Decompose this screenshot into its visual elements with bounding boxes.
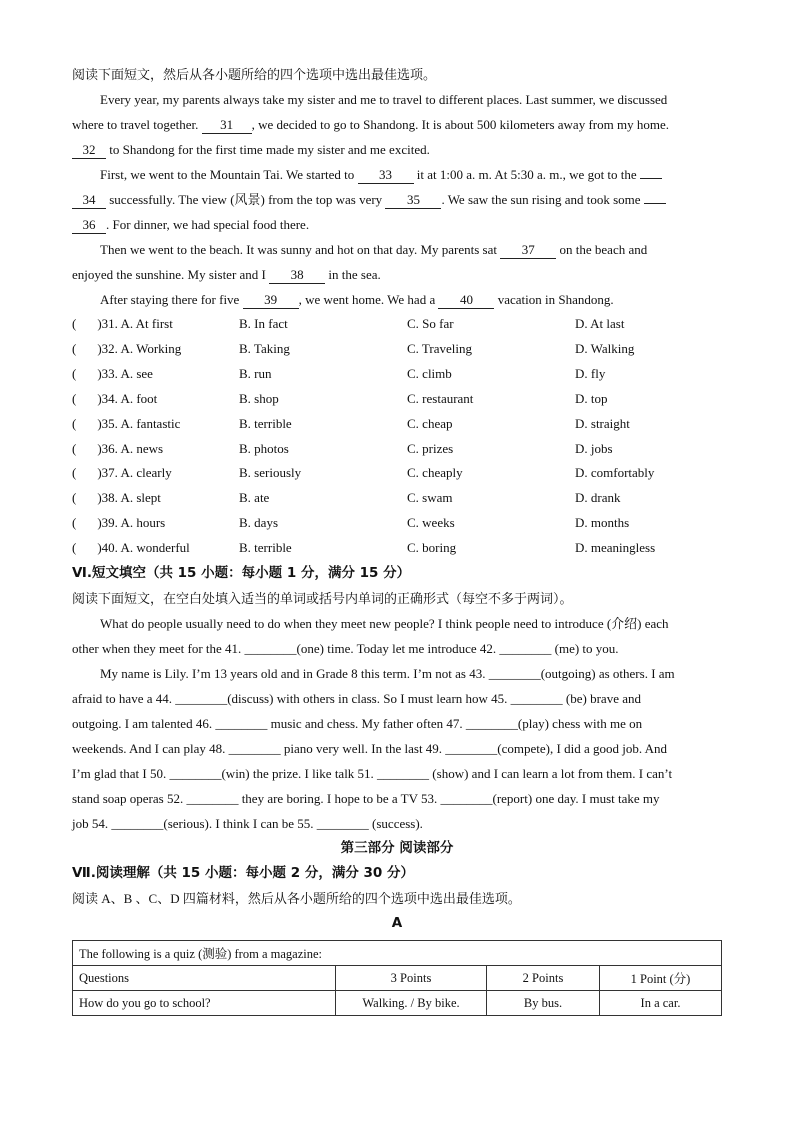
cloze-instruction: 阅读下面短文，然后从各小题所给的四个选项中选出最佳选项。	[72, 67, 437, 82]
blank-34-start	[640, 178, 662, 179]
option-d: D. straight	[575, 415, 630, 431]
passage-line	[72, 112, 722, 137]
question-row	[72, 337, 722, 362]
table-header: 3 Points	[336, 966, 487, 991]
option-c: C. cheaply	[407, 465, 463, 481]
answer-paren[interactable]: (	[72, 490, 77, 506]
blank-32[interactable]: 32	[72, 142, 106, 159]
answer-paren[interactable]: (	[72, 465, 77, 481]
option-b: B. seriously	[239, 465, 302, 481]
option-d: D. comfortably	[575, 465, 655, 481]
table-header-row	[73, 966, 722, 991]
question-row	[72, 412, 722, 437]
table-cell: Walking. / By bike.	[336, 991, 487, 1016]
section-instruction: 阅读 A、B 、C、D 四篇材料，然后从各小题所给的四个选项中选出最佳选项。	[72, 891, 521, 907]
option-d: D. meaningless	[575, 540, 656, 556]
option-c: C. climb	[407, 365, 452, 381]
passage-text: on the beach and	[556, 242, 648, 257]
question-row	[72, 536, 722, 561]
option-d: D. At last	[575, 316, 625, 331]
question-row	[72, 437, 722, 462]
passage-text: in the sea.	[325, 267, 381, 282]
option-b: B. days	[239, 515, 278, 531]
option-a: )33. A. see	[97, 365, 153, 381]
passage-line: afraid to have a 44. ________(discuss) with others in class. So I must learn how 45. ________ (be) brave and	[72, 691, 641, 707]
question-row	[72, 461, 722, 486]
section-instruction: 阅读下面短文，在空白处填入适当的单词或括号内单词的正确形式（每空不多于两词）。	[72, 591, 573, 607]
option-d: D. fly	[575, 365, 606, 381]
option-a: )31. A. At first	[97, 316, 173, 331]
option-b: B. shop	[239, 390, 279, 406]
passage-line: I’m glad that I 50. ________(win) the prize. I like talk 51. ________ (show) and I can learn a lot from them. I can’t	[72, 766, 673, 782]
passage-line	[72, 162, 722, 187]
answer-paren[interactable]: (	[72, 440, 77, 456]
option-a: )32. A. Working	[97, 340, 182, 356]
table-header: Questions	[73, 966, 336, 991]
answer-paren[interactable]: (	[72, 390, 77, 406]
option-b: B. terrible	[239, 415, 292, 431]
passage-line	[72, 262, 722, 287]
table-cell: In a car.	[600, 991, 722, 1016]
table-row	[73, 991, 722, 1016]
blank-37[interactable]: 37	[500, 242, 556, 259]
blank-36[interactable]: 36	[72, 217, 106, 234]
passage-line	[72, 137, 722, 162]
table-row	[73, 941, 722, 966]
table-caption: The following is a quiz (测验) from a magazine:	[73, 941, 722, 966]
passage-line	[72, 212, 722, 237]
option-c: C. swam	[407, 490, 453, 506]
passage-line	[72, 237, 722, 262]
option-b: B. run	[239, 365, 272, 381]
section-heading-7: Ⅶ.阅读理解（共 15 小题：每小题 2 分，满分 30 分）	[72, 865, 415, 882]
passage-text: . We saw the sun rising and took some	[441, 192, 644, 207]
answer-paren[interactable]: (	[72, 515, 77, 531]
table-header: 2 Points	[487, 966, 600, 991]
question-list	[72, 312, 722, 561]
passage-text: where to travel together.	[72, 117, 202, 132]
question-row	[72, 312, 722, 337]
option-d: D. months	[575, 515, 630, 531]
passage-line: What do people usually need to do when they meet new people? I think people need to introduce (介绍) each	[100, 616, 669, 632]
blank-35[interactable]: 35	[385, 192, 441, 209]
passage-text: successfully. The view (风景) from the top was very	[106, 192, 386, 207]
table-cell: How do you go to school?	[73, 991, 336, 1016]
passage-line	[72, 187, 722, 212]
section-heading-6: Ⅵ.短文填空（共 15 小题：每小题 1 分，满分 15 分）	[72, 565, 411, 582]
passage-line: My name is Lily. I’m 13 years old and in Grade 8 this term. I’m not as 43. ________(outgoing) as others. I am	[100, 666, 675, 682]
question-row	[72, 511, 722, 536]
option-b: B. terrible	[239, 540, 292, 556]
passage-line: job 54. ________(serious). I think I can be 55. ________ (success).	[72, 816, 423, 832]
blank-39[interactable]: 39	[243, 292, 299, 309]
answer-paren[interactable]: (	[72, 540, 77, 556]
question-row	[72, 387, 722, 412]
option-c: C. prizes	[407, 440, 454, 456]
table-cell: By bus.	[487, 991, 600, 1016]
option-a: )35. A. fantastic	[97, 415, 181, 431]
passage-text: . For dinner, we had special food there.	[106, 217, 310, 232]
option-a: )36. A. news	[97, 440, 164, 456]
option-a: )37. A. clearly	[97, 465, 172, 481]
option-b: B. Taking	[239, 340, 290, 356]
option-c: C. Traveling	[407, 340, 473, 356]
option-a: )34. A. foot	[97, 390, 158, 406]
blank-38[interactable]: 38	[269, 267, 325, 284]
option-c: C. boring	[407, 540, 457, 556]
question-row	[72, 362, 722, 387]
option-a: )39. A. hours	[97, 515, 166, 531]
passage-text: Then we went to the beach. It was sunny and hot on that day. My parents sat	[100, 242, 501, 257]
passage-text: , we decided to go to Shandong. It is about 500 kilometers away from my home.	[251, 117, 669, 132]
passage-line: stand soap operas 52. ________ they are boring. I hope to be a TV 53. ________(report) one day. I must take my	[72, 791, 660, 807]
document-page	[72, 62, 722, 1016]
table-header: 1 Point (分)	[600, 966, 722, 991]
passage-line: Every year, my parents always take my sister and me to travel to different places. Last summer, we discussed	[100, 92, 668, 107]
option-b: B. photos	[239, 440, 289, 456]
answer-paren[interactable]: (	[72, 340, 77, 356]
passage-text: First, we went to the Mountain Tai. We started to	[100, 167, 358, 182]
passage-text: vacation in Shandong.	[494, 292, 614, 307]
option-b: B. ate	[239, 490, 270, 506]
option-c: C. So far	[407, 316, 454, 331]
option-a: )40. A. wonderful	[97, 540, 190, 556]
passage-text: After staying there for five	[100, 292, 243, 307]
option-d: D. jobs	[575, 440, 613, 456]
passage-line: weekends. And I can play 48. ________ piano very well. In the last 49. ________(compete), I did a good job. And	[72, 741, 667, 757]
blank-34[interactable]: 34	[72, 192, 106, 209]
passage-line: outgoing. I am talented 46. ________ music and chess. My father often 47. ________(play) chess with me on	[72, 716, 643, 732]
blank-33[interactable]: 33	[358, 167, 414, 184]
blank-40[interactable]: 40	[438, 292, 494, 309]
option-c: C. weeks	[407, 515, 455, 531]
part3-title: 第三部分 阅读部分	[340, 840, 454, 857]
passage-text: , we went home. We had a	[298, 292, 439, 307]
quiz-table	[72, 940, 722, 1016]
passage-text: to Shandong for the first time made my sister and me excited.	[106, 142, 430, 157]
answer-paren[interactable]: (	[72, 365, 77, 381]
option-d: D. top	[575, 390, 608, 406]
passage-letter: A	[391, 915, 403, 932]
passage-line	[72, 287, 722, 312]
answer-paren[interactable]: (	[72, 316, 77, 331]
option-d: D. Walking	[575, 340, 635, 356]
option-b: B. In fact	[239, 316, 288, 331]
blank-31[interactable]: 31	[202, 117, 252, 134]
answer-paren[interactable]: (	[72, 415, 77, 431]
option-a: )38. A. slept	[97, 490, 161, 506]
option-d: D. drank	[575, 490, 621, 506]
question-row	[72, 486, 722, 511]
passage-text: it at 1:00 a. m. At 5:30 a. m., we got to the	[413, 167, 640, 182]
option-c: C. cheap	[407, 415, 453, 431]
passage-text: enjoyed the sunshine. My sister and I	[72, 267, 270, 282]
blank-36-start	[644, 203, 666, 204]
option-c: C. restaurant	[407, 390, 474, 406]
passage-line: other when they meet for the 41. ________(one) time. Today let me introduce 42. ________ (me) to you.	[72, 641, 619, 657]
